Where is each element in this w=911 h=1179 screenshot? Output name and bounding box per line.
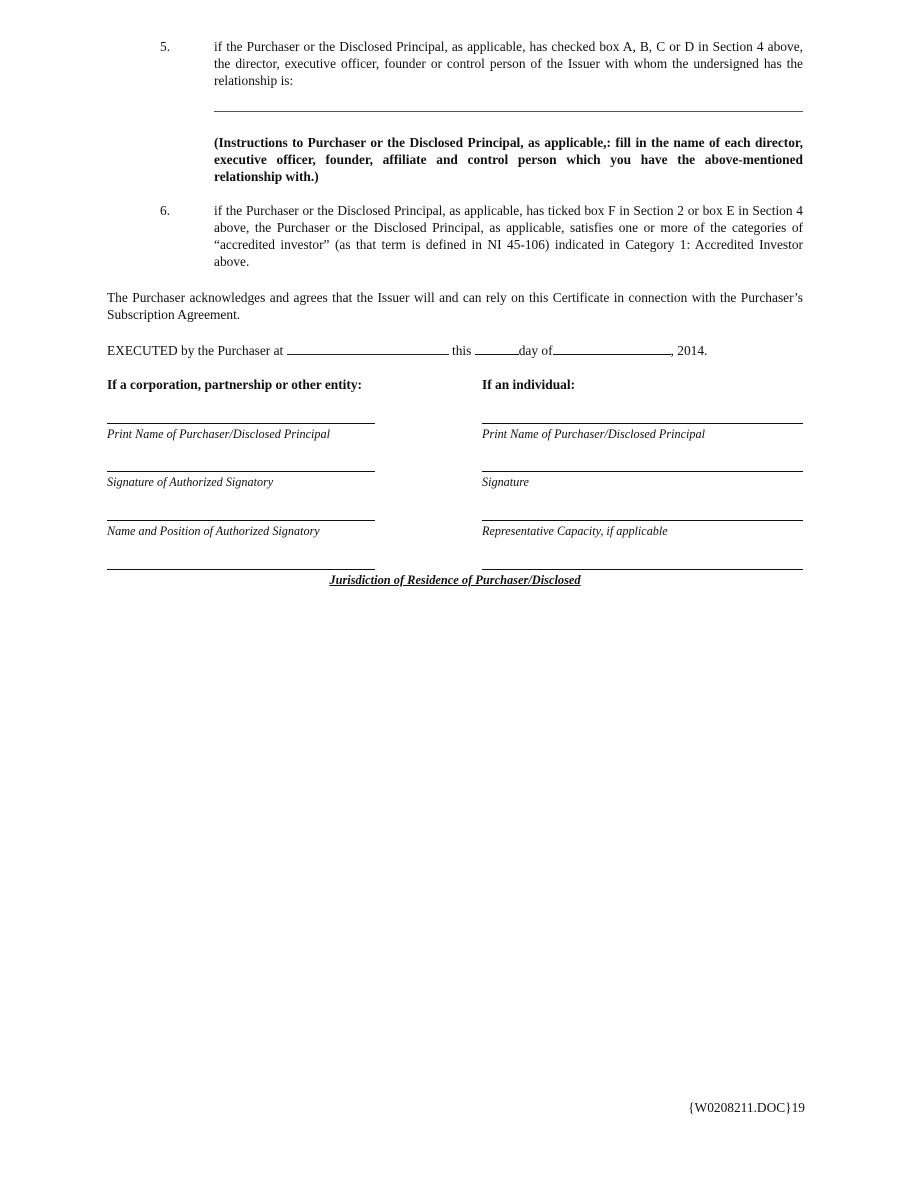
corporate-name-position-line[interactable] <box>107 520 375 521</box>
executed-year-text: , 2014. <box>670 343 708 358</box>
individual-signature-label: Signature <box>482 475 529 489</box>
item-5-number: 5. <box>160 39 171 54</box>
executed-day-blank[interactable] <box>475 341 519 355</box>
executed-this-label: this <box>451 343 472 358</box>
individual-print-name-line[interactable] <box>482 423 803 424</box>
jurisdiction-label: Jurisdiction of Residence of Purchaser/Disclosed <box>329 573 581 587</box>
individual-jurisdiction-line[interactable] <box>482 569 803 570</box>
individual-capacity-label: Representative Capacity, if applicable <box>482 524 668 538</box>
item-6-number: 6. <box>160 203 171 218</box>
relationship-fill-line[interactable] <box>214 111 803 112</box>
footer-doc-id: {W0208211.DOC}19 <box>688 1100 805 1115</box>
corporate-signature-line[interactable] <box>107 471 375 472</box>
corporate-print-name-line[interactable] <box>107 423 375 424</box>
individual-capacity-line[interactable] <box>482 520 803 521</box>
individual-print-name-label: Print Name of Purchaser/Disclosed Principal <box>482 427 705 441</box>
executed-month-blank[interactable] <box>553 341 671 355</box>
executed-day-label: day of <box>518 343 553 358</box>
corporate-heading: If a corporation, partnership or other entity: <box>107 377 363 392</box>
instructions-text: (Instructions to Purchaser or the Disclosed Principal, as applicable,: fill in the name of each director, executive officer, founder, affiliate and control person which you have the above-mentioned relationship with.) <box>214 135 803 184</box>
item-6-text: if the Purchaser or the Disclosed Principal, as applicable, has ticked box F in Section 2 or box E in Section 4 above, the Purchaser or the Disclosed Principal, as applicable, satisfies one or more of the categories of “accredited investor” (as that term is defined in NI 45-106) indicated in Category 1: Accredited Investor above. <box>214 203 803 269</box>
executed-place-blank[interactable] <box>287 341 449 355</box>
item-5-text: if the Purchaser or the Disclosed Principal, as applicable, has checked box A, B, C or D in Section 4 above, the director, executive officer, founder or control person of the Issuer with whom the undersigned has the relationship is: <box>214 39 803 88</box>
corporate-jurisdiction-line[interactable] <box>107 569 375 570</box>
executed-line <box>107 341 707 359</box>
individual-heading: If an individual: <box>482 377 576 392</box>
corporate-name-position-label: Name and Position of Authorized Signatory <box>107 524 320 538</box>
acknowledgement-text: The Purchaser acknowledges and agrees that the Issuer will and can rely on this Certificate in connection with the Purchaser’s Subscription Agreement. <box>107 290 803 322</box>
corporate-print-name-label: Print Name of Purchaser/Disclosed Principal <box>107 427 330 441</box>
executed-prefix: EXECUTED by the Purchaser at <box>107 343 284 358</box>
individual-signature-line[interactable] <box>482 471 803 472</box>
corporate-signature-label: Signature of Authorized Signatory <box>107 475 274 489</box>
